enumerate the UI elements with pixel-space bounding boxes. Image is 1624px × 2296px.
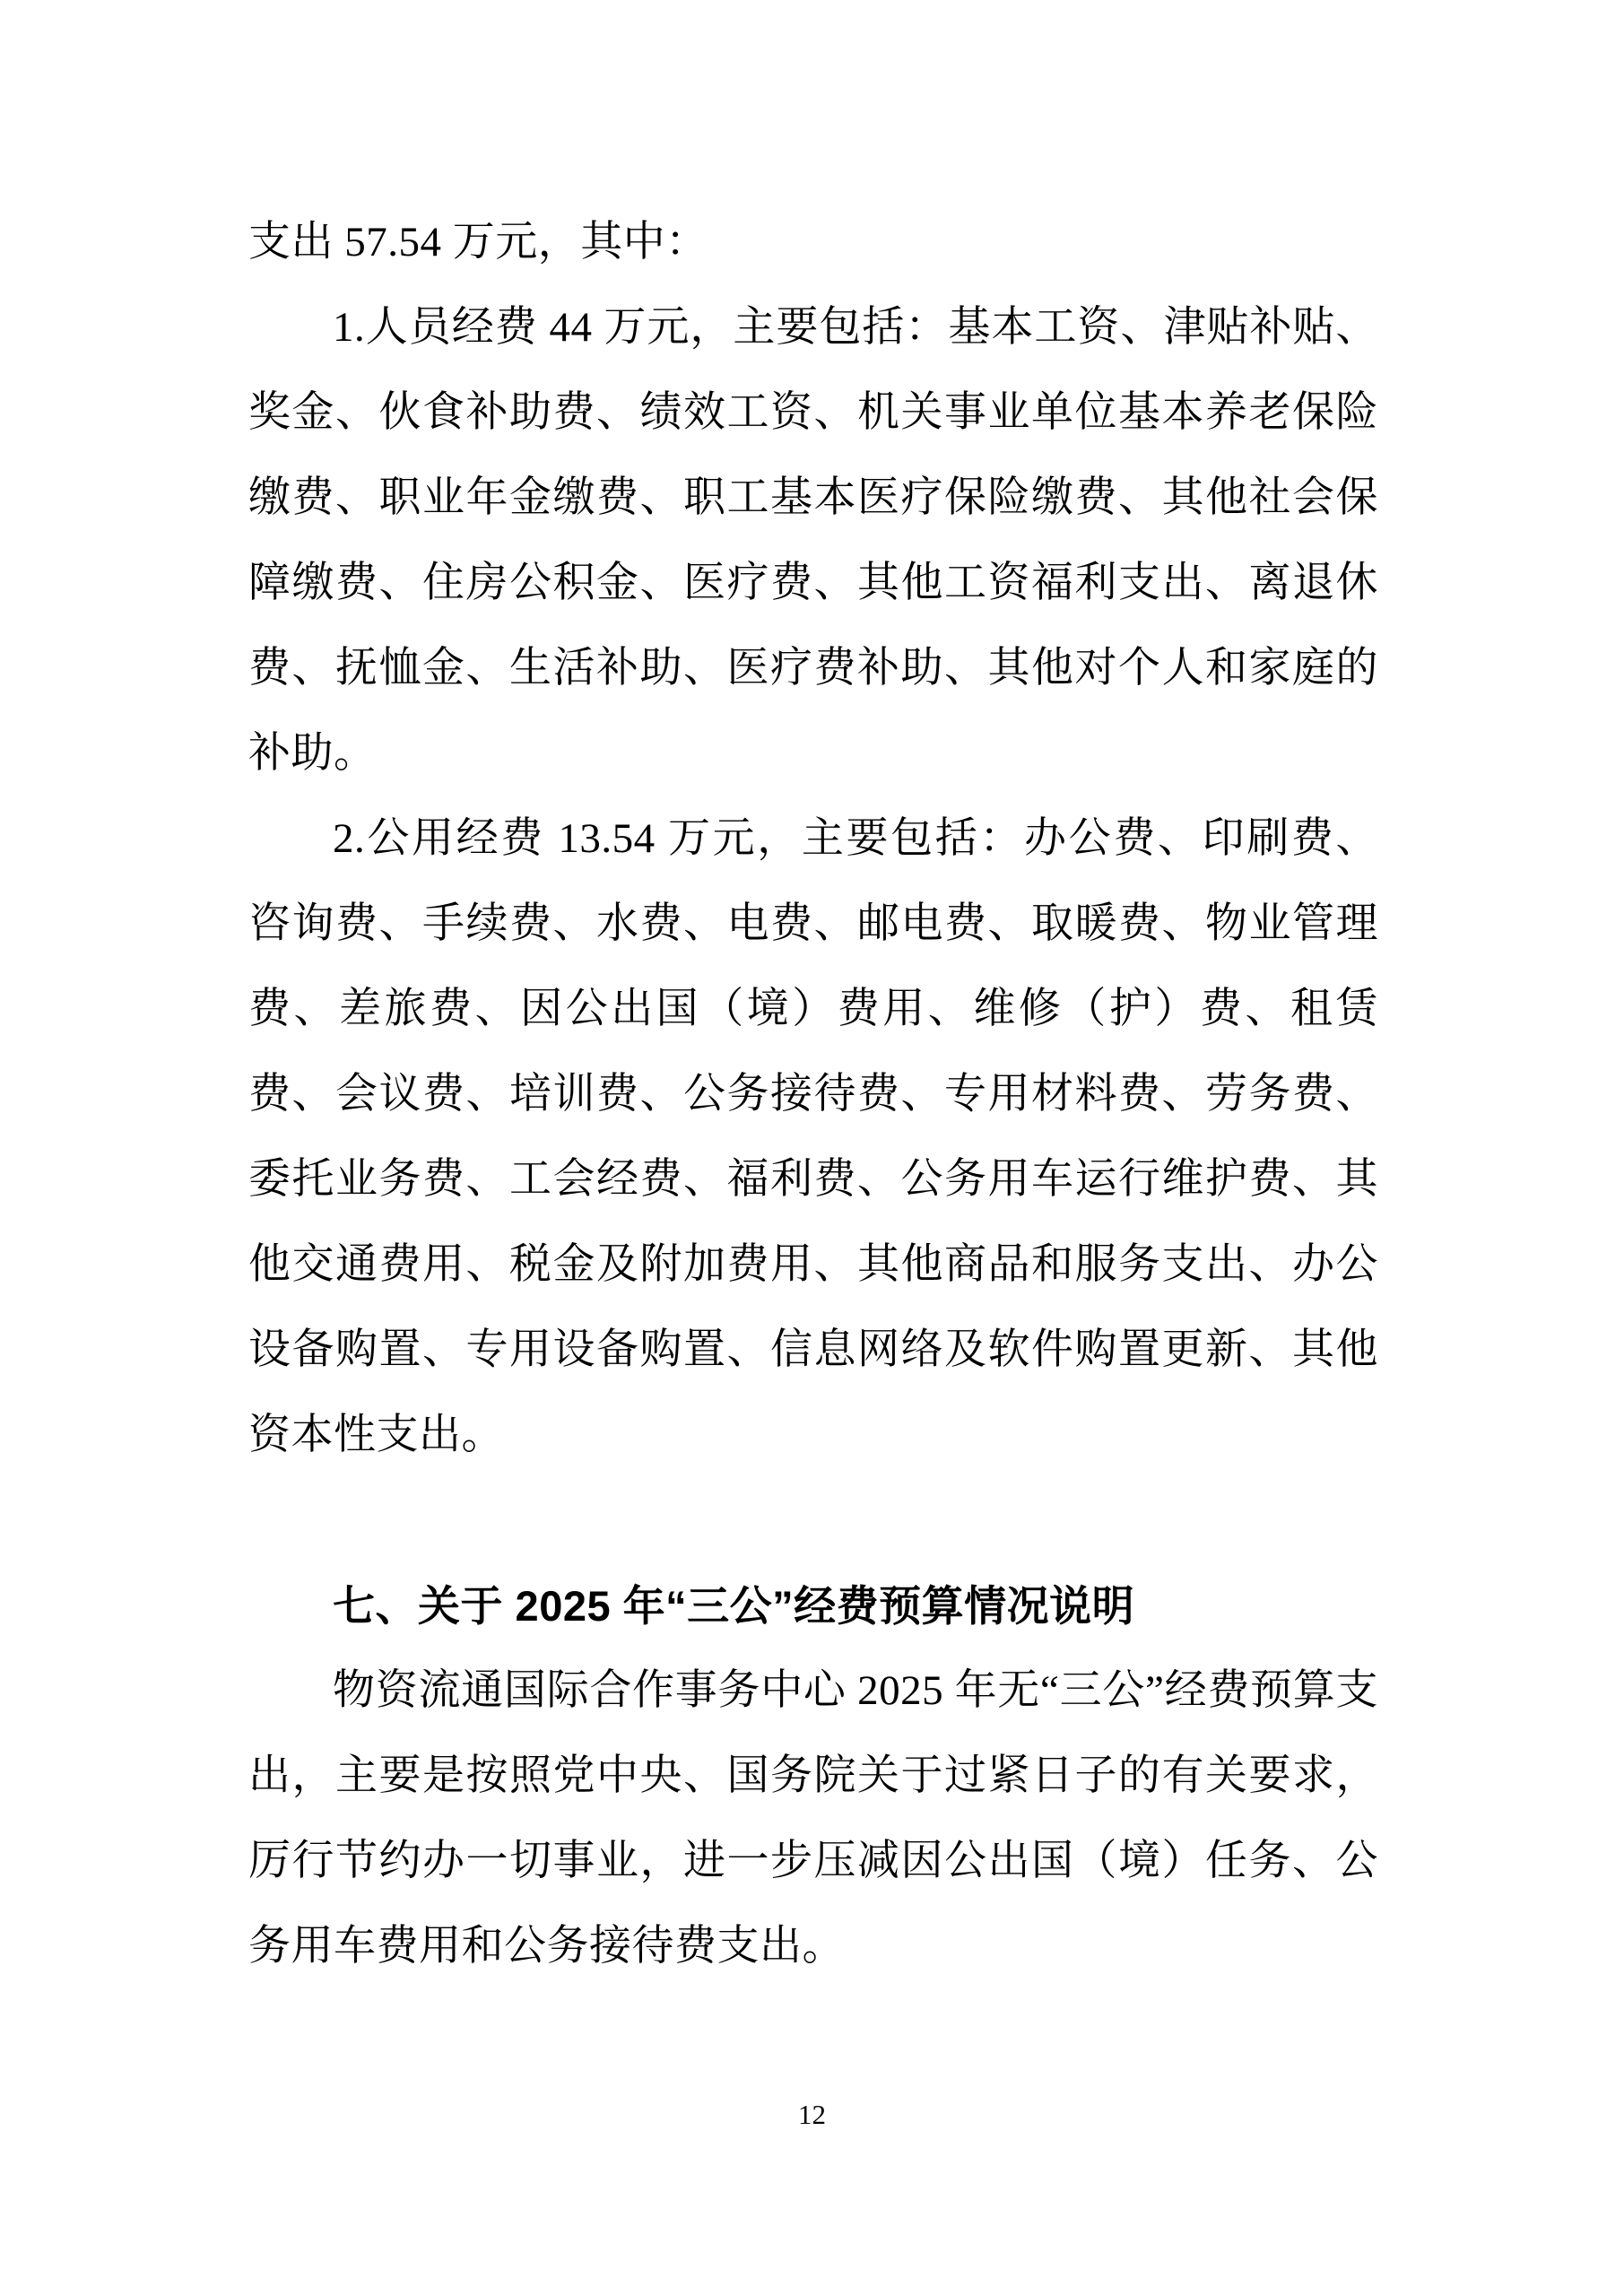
section-heading-three-public-funds: 七、关于 2025 年“三公”经费预算情况说明 [333, 1582, 1135, 1630]
paragraph-personnel-funds: 1.人员经费 44 万元，主要包括：基本工资、津贴补贴、奖金、伙食补助费、绩效工资、机关事业单位基本养老保险缴费、职业年金缴费、职工基本医疗保险缴费、其他社会保障缴费、住房公积金、医疗费、其他工资福利支出、离退休费、抚恤金、生活补助、医疗费补助、其他对个人和家庭的补助。 [248, 304, 1378, 777]
document-body [248, 200, 1378, 1989]
paragraph-three-public-explanation: 物资流通国际合作事务中心 2025 年无“三公”经费预算支出，主要是按照党中央、国务院关于过紧日子的有关要求，厉行节约办一切事业，进一步压减因公出国（境）任务、公务用车费用和公务接待费支出。 [248, 1667, 1378, 1970]
paragraph-expenditure-summary: 支出 57.54 万元，其中： [248, 219, 708, 265]
page-number: 12 [798, 2099, 826, 2130]
paragraph-public-funds: 2.公用经费 13.54 万元，主要包括：办公费、印刷费、咨询费、手续费、水费、电费、邮电费、取暖费、物业管理费、差旅费、因公出国（境）费用、维修（护）费、租赁费、会议费、培训费、公务接待费、专用材料费、劳务费、委托业务费、工会经费、福利费、公务用车运行维护费、其他交通费用、税金及附加费用、其他商品和服务支出、办公设备购置、专用设备购置、信息网络及软件购置更新、其他资本性支出。 [248, 815, 1378, 1458]
page-footer [0, 2100, 1624, 2128]
